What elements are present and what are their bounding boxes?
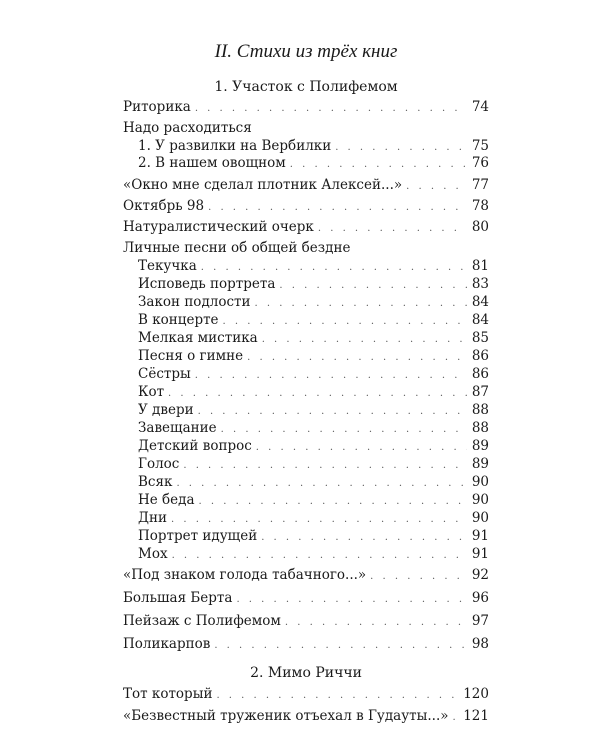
toc-entry: Поликарпов . . . 98 — [123, 634, 489, 654]
toc-entry: Сёстры . . . 86 — [123, 364, 489, 384]
toc-entry: Голос . . . 89 — [123, 454, 489, 474]
toc-entry: Октябрь 98 . . . 78 — [123, 196, 489, 216]
section-title-2: 2. Мимо Риччи — [250, 665, 362, 681]
toc-entry: Натуралистический очерк . . . 80 — [123, 217, 489, 237]
toc-entry: Завещание . . . 88 — [123, 418, 489, 438]
toc-entry: Пейзаж с Полифемом . . . 97 — [123, 611, 489, 631]
toc-group-heading: Надо расходиться — [123, 120, 252, 136]
toc-entry: Мох . . . 91 — [123, 544, 489, 564]
toc-entry: Тот который . . . 120 — [123, 684, 489, 704]
toc-entry: «Безвестный труженик отъехал в Гудауты...» . . . 121 — [123, 706, 489, 726]
toc-entry: Большая Берта . . . 96 — [123, 588, 489, 608]
toc-entry: Текучка . . . 81 — [123, 256, 489, 276]
toc-entry: «Окно мне сделал плотник Алексей...» . . . 77 — [123, 175, 489, 195]
toc-entry: Закон подлости . . . 84 — [123, 292, 489, 312]
toc-entry: Мелкая мистика . . . 85 — [123, 328, 489, 348]
toc-entry: В концерте . . . 84 — [123, 310, 489, 330]
toc-entry: «Под знаком голода табачного...» . . . 92 — [123, 565, 489, 585]
toc-entry: 1. У развилки на Вербилки . . . 75 — [123, 136, 489, 156]
toc-entry: У двери . . . 88 — [123, 400, 489, 420]
part-title: II. Стихи из трёх книг — [214, 41, 398, 62]
toc-entry: Исповедь портрета . . . 83 — [123, 274, 489, 294]
section-title-1: 1. Участок с Полифемом — [214, 79, 398, 95]
toc-group-heading: Личные песни об общей бездне — [123, 240, 351, 256]
toc-entry: 2. В нашем овощном . . . 76 — [123, 153, 489, 173]
toc-entry: Не беда . . . 90 — [123, 490, 489, 510]
toc-entry: Всяк . . . 90 — [123, 472, 489, 492]
toc-entry: Песня о гимне . . . 86 — [123, 346, 489, 366]
toc-entry: Портрет идущей . . . 91 — [123, 526, 489, 546]
toc-entry: Риторика . . . 74 — [123, 97, 489, 117]
toc-entry: Дни . . . 90 — [123, 508, 489, 528]
toc-entry: Детский вопрос . . . 89 — [123, 436, 489, 456]
toc-entry: Кот . . . 87 — [123, 382, 489, 402]
